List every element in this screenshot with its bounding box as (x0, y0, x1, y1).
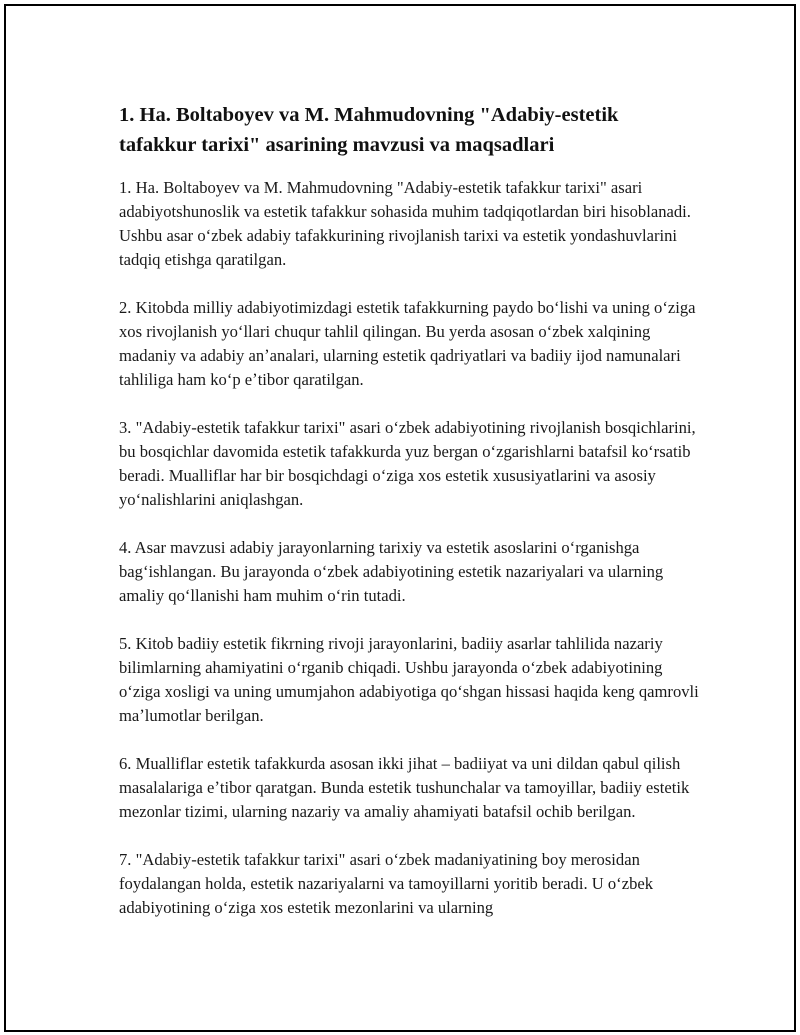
paragraph-2: 2. Kitobda milliy adabiyotimizdagi estetik tafakkurning paydo boʻlishi va uning oʻziga xos rivojlanish yoʻllari chuqur tahlil qilingan. Bu yerda asosan oʻzbek xalqining madaniy va adabiy anʼanalari, ularning estetik qadriyatlari va badiiy ijod namunalari tahliliga ham koʻp eʼtibor qaratilgan. (119, 298, 696, 389)
paragraph-7: 7. "Adabiy-estetik tafakkur tarixi" asari oʻzbek madaniyatining boy merosidan foydalangan holda, estetik nazariyalarni va tamoyillarni yoritib beradi. U oʻzbek adabiyotining oʻziga xos estetik mezonlarini va ularning (119, 850, 654, 917)
paragraph-1: 1. Ha. Boltaboyev va M. Mahmudovning "Adabiy-estetik tafakkur tarixi" asari adabiyotshunoslik va estetik tafakkur sohasida muhim tadqiqotlardan biri hisoblanadi. Ushbu asar oʻzbek adabiy tafakkurining rivojlanish tarixi va estetik yondashuvlarini tadqiq etishga qaratilgan. (119, 178, 691, 269)
document-content (119, 100, 699, 944)
paragraph-5: 5. Kitob badiiy estetik fikrning rivoji jarayonlarini, badiiy asarlar tahlilida nazariy bilimlarning ahamiyatini oʻrganib chiqadi. Ushbu jarayonda oʻzbek adabiyotining oʻziga xosligi va uning umumjahon adabiyotiga qoʻshgan hissasi haqida keng qamrovli maʼlumotlar berilgan. (119, 634, 699, 725)
document-title: 1. Ha. Boltaboyev va M. Mahmudovning "Adabiy-estetik tafakkur tarixi" asarining mavzusi va maqsadlari (119, 104, 619, 156)
paragraph-4: 4. Asar mavzusi adabiy jarayonlarning tarixiy va estetik asoslarini oʻrganishga bagʻishlangan. Bu jarayonda oʻzbek adabiyotining estetik nazariyalari va ularning amaliy qoʻllanishi ham muhim oʻrin tutadi. (119, 538, 664, 605)
document-page (4, 4, 796, 1032)
paragraph-3: 3. "Adabiy-estetik tafakkur tarixi" asari oʻzbek adabiyotining rivojlanish bosqichlarini, bu bosqichlar davomida estetik tafakkurda yuz bergan oʻzgarishlarni batafsil koʻrsatib beradi. Mualliflar har bir bosqichdagi oʻziga xos estetik xususiyatlarini va asosiy yoʻnalishlarini aniqlashgan. (119, 418, 696, 509)
paragraph-6: 6. Mualliflar estetik tafakkurda asosan ikki jihat – badiiyat va uni dildan qabul qilish masalalariga eʼtibor qaratgan. Bunda estetik tushunchalar va tamoyillar, badiiy estetik mezonlar tizimi, ularning nazariy va amaliy ahamiyati batafsil ochib berilgan. (119, 754, 690, 821)
